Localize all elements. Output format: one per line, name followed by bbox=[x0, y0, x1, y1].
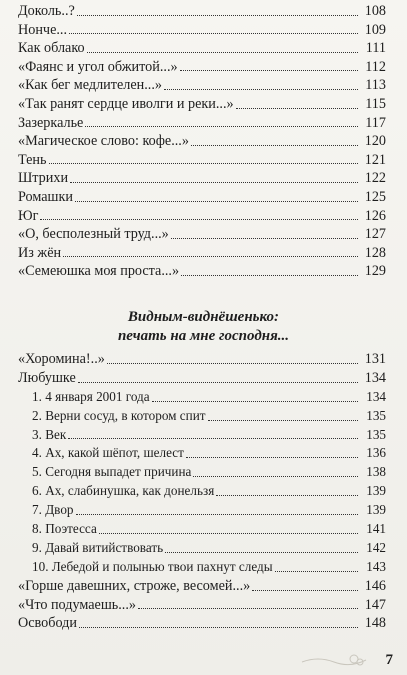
toc-entry-title: Как облако bbox=[18, 40, 85, 57]
toc-entry-page: 139 bbox=[366, 502, 386, 518]
toc-entry-page: 112 bbox=[365, 58, 386, 75]
toc-entry-page: 109 bbox=[364, 21, 386, 38]
toc-entry-title: Штрихи bbox=[18, 170, 69, 187]
toc-entry-title: Тень bbox=[18, 151, 47, 168]
toc-entry-title: «Магическое слово: кофе...» bbox=[18, 133, 189, 150]
toc-entry-page: 148 bbox=[364, 615, 386, 632]
dot-leader bbox=[164, 88, 358, 90]
toc-entry[interactable] bbox=[18, 39, 386, 58]
dot-leader bbox=[181, 274, 358, 276]
dot-leader bbox=[77, 14, 358, 16]
toc-entry[interactable] bbox=[18, 558, 386, 577]
toc-entry-page: 136 bbox=[366, 445, 386, 461]
toc-entry-page: 135 bbox=[366, 426, 386, 442]
dot-leader bbox=[208, 419, 358, 421]
toc-entry[interactable] bbox=[18, 539, 386, 558]
toc-entry[interactable] bbox=[18, 444, 386, 463]
toc-entry-title: 5. Сегодня выпадет причина bbox=[32, 464, 192, 480]
toc-entry-page: 141 bbox=[366, 521, 386, 537]
toc-entry-title: 10. Лебедой и полынью твои пахнут следы bbox=[32, 558, 273, 574]
toc-entry-page: 135 bbox=[366, 407, 386, 423]
toc-entry-title: «О, бесполезный труд...» bbox=[18, 226, 169, 243]
toc-entry-page: 134 bbox=[366, 388, 386, 404]
dot-leader bbox=[40, 218, 358, 220]
toc-entry[interactable] bbox=[18, 388, 386, 407]
toc-entry[interactable] bbox=[18, 95, 386, 114]
dot-leader bbox=[180, 69, 358, 71]
toc-entry-page: 126 bbox=[364, 207, 386, 224]
toc-entry-page: 127 bbox=[364, 226, 386, 243]
toc-entry[interactable] bbox=[18, 188, 386, 207]
toc-entry-title: Зазеркалье bbox=[18, 114, 84, 131]
toc-entry-title: 3. Век bbox=[32, 426, 67, 442]
section-heading-line-1: Видным-виднёшенько: bbox=[127, 309, 280, 325]
toc-entry[interactable] bbox=[18, 596, 386, 615]
toc-entry-title: «Что подумаешь...» bbox=[18, 596, 136, 613]
toc-entry-title: Доколь..? bbox=[18, 3, 75, 19]
dot-leader bbox=[49, 162, 359, 164]
toc-entry-title: «Хоромина!..» bbox=[18, 351, 105, 367]
toc-entry-title: Из жён bbox=[18, 244, 62, 261]
toc-entry-title: 9. Давай витийствовать bbox=[32, 539, 164, 555]
toc-entry-title: Нонче... bbox=[18, 21, 68, 38]
toc-entry[interactable] bbox=[18, 350, 386, 369]
toc-entry-title: 6. Ах, слабинушка, как донельзя bbox=[32, 483, 215, 499]
toc-entry-page: 111 bbox=[365, 40, 386, 57]
toc-entry-title: «Так ранят сердце иволги и реки...» bbox=[18, 95, 234, 112]
dot-leader bbox=[78, 381, 358, 383]
toc-entry[interactable] bbox=[18, 501, 386, 520]
toc-entry-title: 2. Верни сосуд, в котором спит bbox=[32, 407, 206, 423]
toc-entry-page: 146 bbox=[364, 577, 386, 594]
toc-entry[interactable] bbox=[18, 520, 386, 539]
ornament-icon bbox=[300, 650, 370, 670]
dot-leader bbox=[252, 589, 358, 591]
dot-leader bbox=[186, 456, 358, 458]
toc-entry[interactable] bbox=[18, 614, 386, 633]
toc-entry-title: «Горше давешних, строже, весомей...» bbox=[18, 577, 251, 594]
toc-entry-page: 138 bbox=[366, 464, 386, 480]
toc-entry-title: 7. Двор bbox=[32, 502, 74, 518]
toc-entry-title: «Семеюшка моя проста...» bbox=[18, 263, 180, 280]
toc-entry-title: Освободи bbox=[18, 615, 77, 632]
dot-leader bbox=[236, 107, 358, 109]
toc-entry[interactable] bbox=[18, 207, 386, 226]
toc-entry-page: 131 bbox=[364, 351, 386, 367]
toc-entry-title: Юг bbox=[18, 207, 39, 224]
toc-entry[interactable] bbox=[18, 21, 386, 40]
dot-leader bbox=[75, 200, 358, 202]
dot-leader bbox=[79, 626, 358, 628]
toc-entry[interactable] bbox=[18, 76, 386, 95]
toc-entry-page: 128 bbox=[364, 244, 386, 261]
toc-entry[interactable] bbox=[18, 2, 386, 21]
toc-entry[interactable] bbox=[18, 244, 386, 263]
toc-entry[interactable] bbox=[18, 114, 386, 133]
dot-leader bbox=[69, 32, 358, 34]
toc-entry[interactable] bbox=[18, 369, 386, 388]
toc-entry[interactable] bbox=[18, 482, 386, 501]
dot-leader bbox=[107, 362, 358, 364]
toc-entry-page: 134 bbox=[364, 369, 386, 386]
toc-entry-page: 117 bbox=[365, 114, 386, 131]
toc-entry-page: 120 bbox=[364, 133, 386, 150]
toc-entry-page: 129 bbox=[364, 263, 386, 280]
toc-entry-page: 142 bbox=[366, 539, 386, 555]
dot-leader bbox=[138, 607, 358, 609]
section-heading-line-2: печать на мне господня... bbox=[117, 328, 290, 344]
toc-list-top bbox=[18, 2, 386, 281]
dot-leader bbox=[191, 144, 358, 146]
dot-leader bbox=[275, 570, 358, 572]
toc-entry[interactable] bbox=[18, 132, 386, 151]
toc-entry[interactable] bbox=[18, 58, 386, 77]
toc-entry-title: Любушке bbox=[18, 369, 76, 386]
toc-entry-page: 115 bbox=[365, 95, 386, 112]
toc-entry-title: 4. Ах, какой шёпот, шелест bbox=[32, 445, 184, 461]
toc-entry-title: Ромашки bbox=[18, 188, 73, 205]
toc-entry-page: 139 bbox=[366, 483, 386, 499]
toc-entry-page: 147 bbox=[364, 596, 386, 613]
toc-entry[interactable] bbox=[18, 577, 386, 596]
page-number: 7 bbox=[385, 652, 393, 668]
toc-entry[interactable] bbox=[18, 407, 386, 426]
dot-leader bbox=[152, 400, 358, 402]
dot-leader bbox=[87, 51, 358, 53]
toc-entry-page: 108 bbox=[364, 3, 386, 19]
toc-entry-page: 125 bbox=[364, 188, 386, 205]
toc-entry-page: 143 bbox=[366, 558, 386, 574]
dot-leader bbox=[216, 494, 358, 496]
dot-leader bbox=[165, 551, 358, 553]
toc-entry[interactable] bbox=[18, 262, 386, 281]
toc-entry[interactable] bbox=[18, 426, 386, 445]
toc-entry-title: 8. Поэтесса bbox=[32, 521, 97, 537]
dot-leader bbox=[70, 181, 358, 183]
toc-entry[interactable] bbox=[18, 151, 386, 170]
dot-leader bbox=[68, 437, 358, 439]
toc-entry[interactable] bbox=[18, 169, 386, 188]
dot-leader bbox=[171, 237, 358, 239]
toc-entry-title: «Как бег медлителен...» bbox=[18, 77, 162, 94]
toc-entry-page: 122 bbox=[364, 170, 386, 187]
dot-leader bbox=[85, 125, 358, 127]
toc-entry-page: 113 bbox=[365, 77, 386, 94]
toc-entry[interactable] bbox=[18, 225, 386, 244]
dot-leader bbox=[76, 513, 358, 515]
dot-leader bbox=[193, 475, 358, 477]
toc-list-bottom bbox=[18, 350, 386, 633]
toc-entry-page: 121 bbox=[364, 151, 386, 168]
dot-leader bbox=[63, 255, 358, 257]
toc-entry-title: 1. 4 января 2001 года bbox=[32, 388, 150, 404]
dot-leader bbox=[99, 532, 358, 534]
toc-entry-title: «Фаянс и угол обжитой...» bbox=[18, 58, 178, 75]
toc-entry[interactable] bbox=[18, 463, 386, 482]
